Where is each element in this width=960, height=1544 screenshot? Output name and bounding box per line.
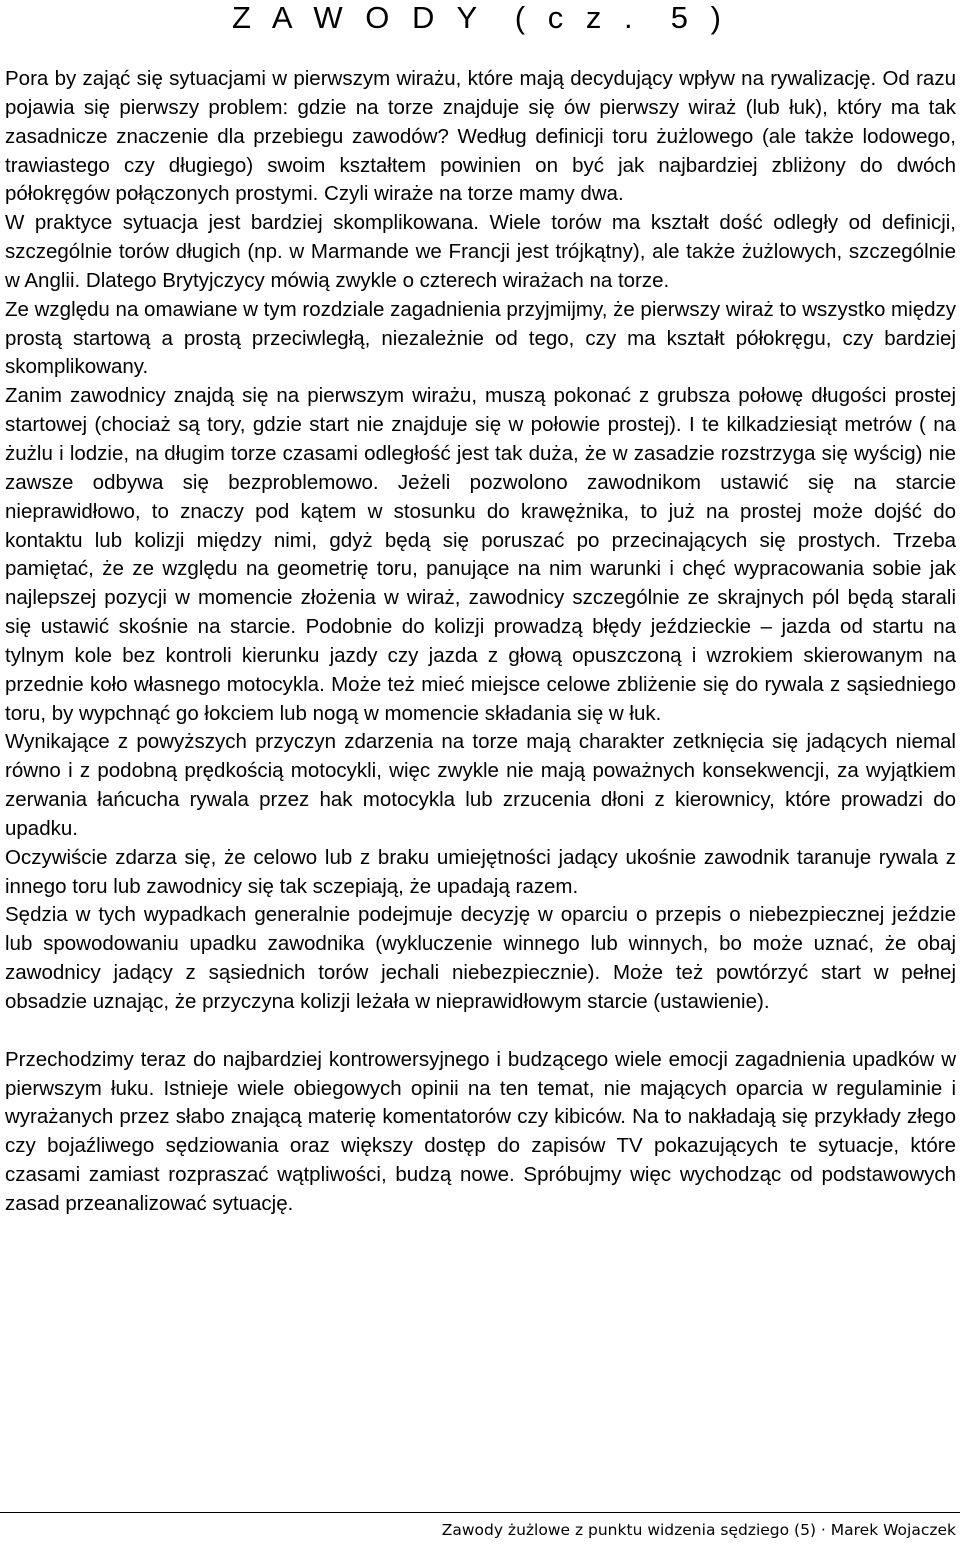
footer-divider: [0, 1512, 960, 1513]
paragraph-2: W praktyce sytuacja jest bardziej skomplikowana. Wiele torów ma kształt dość odległy od definicji, szczególnie torów długich (np. w Marmande we Francji jest trójkątny), ale także żużlowych, szczególnie w Anglii. Dlatego Brytyjczycy mówią zwykle o czterech wirażach na torze.: [5, 211, 956, 292]
paragraph-4: Zanim zawodnicy znajdą się na pierwszym wirażu, muszą pokonać z grubsza połowę długości prostej startowej (chociaż są tory, gdzie start nie znajduje się w połowie prostej). I te kilkadziesiąt metrów ( na żużlu i lodzie, na długim torze czasami odległość jest tak duża, że w zasadzie rozstrzyga się wyścig) nie zawsze odbywa się bezproblemowo. Jeżeli pozwolono zawodnikom ustawić się na starcie nieprawidłowo, to znaczy pod kątem w stosunku do krawężnika, to już na prostej może dojść do kontaktu lub kolizji między nimi, gdyż będą się poruszać po przecinających się prostych. Trzeba pamiętać, że ze względu na geometrię toru, panujące na nim warunki i chęć wypracowania sobie jak najlepszej pozycji w momencie złożenia w wiraż, zawodnicy szczególnie ze skrajnych pól będą starali się ustawić skośnie na starcie. Podobnie do kolizji prowadzą błędy jeździeckie – jazda od startu na tylnym kole bez kontroli kierunku jazdy czy jazda z głową opuszczoną i wzrokiem skierowanym na przednie koło własnego motocykla. Może też mieć miejsce celowe zbliżenie się do rywala z sąsiedniego toru, by wypchnąć go łokciem lub nogą w momencie składania się w łuk.: [5, 384, 956, 725]
page-footer: Zawody żużlowe z punktu widzenia sędziego (5) · Marek Wojaczek: [441, 1521, 956, 1539]
paragraph-6: Oczywiście zdarza się, że celowo lub z braku umiejętności jadący ukośnie zawodnik taranuje rywala z innego toru lub zawodnicy się tak sczepiają, że upadają razem.: [5, 845, 956, 898]
paragraph-7: Sędzia w tych wypadkach generalnie podejmuje decyzję w oparciu o przepis o niebezpiecznej jeździe lub spowodowaniu upadku zawodnika (wykluczenie winnego lub winnych, bo może uznać, że obaj zawodnicy jadący z sąsiednich torów jechali niebezpiecznie). Może też powtórzyć start w pełnej obsadzie uznając, że przyczyna kolizji leżała w nieprawidłowym starcie (ustawienie).: [5, 903, 956, 1013]
paragraph-1: Pora by zająć się sytuacjami w pierwszym wirażu, które mają decydujący wpływ na rywalizację. Od razu pojawia się pierwszy problem: gdzie na torze znajduje się ów pierwszy wiraż (lub łuk), który ma tak zasadnicze znaczenie dla przebiegu zawodów? Według definicji toru żużlowego (ale także lodowego, trawiastego czy długiego) swoim kształtem powinien on być jak najbardziej zbliżony do dwóch półokręgów połączonych prostymi. Czyli wiraże na torze mamy dwa.: [5, 67, 956, 206]
paragraph-3: Ze względu na omawiane w tym rozdziale zagadnienia przyjmijmy, że pierwszy wiraż to wszystko między prostą startową a prostą przeciwległą, niezależnie od tego, czy ma kształt półokręgu, czy bardziej skomplikowany.: [5, 297, 956, 379]
page-title: Z A W O D Y ( c z . 5 ): [232, 0, 728, 35]
article-body: [5, 65, 956, 1219]
paragraph-8: Przechodzimy teraz do najbardziej kontrowersyjnego i budzącego wiele emocji zagadnienia upadków w pierwszym łuku. Istnieje wiele obiegowych opinii na ten temat, nie mających oparcia w regulaminie i wyrażanych przez słabo znającą materię komentatorów czy kibiców. Na to nakładają się przykłady złego czy bojaźliwego sędziowania oraz większy dostęp do zapisów TV pokazujących te sytuacje, które czasami zamiast rozpraszać wątpliwości, budzą nowe. Spróbujmy więc wychodząc od podstawowych zasad przeanalizować sytuację.: [5, 1047, 956, 1215]
paragraph-5: Wynikające z powyższych przyczyn zdarzenia na torze mają charakter zetknięcia się jadących niemal równo i z podobną prędkością motocykli, więc zwykle nie mają poważnych konsekwencji, za wyjątkiem zerwania łańcucha rywala przez hak motocykla lub zrzucenia dłoni z kierownicy, które prowadzi do upadku.: [5, 730, 956, 840]
